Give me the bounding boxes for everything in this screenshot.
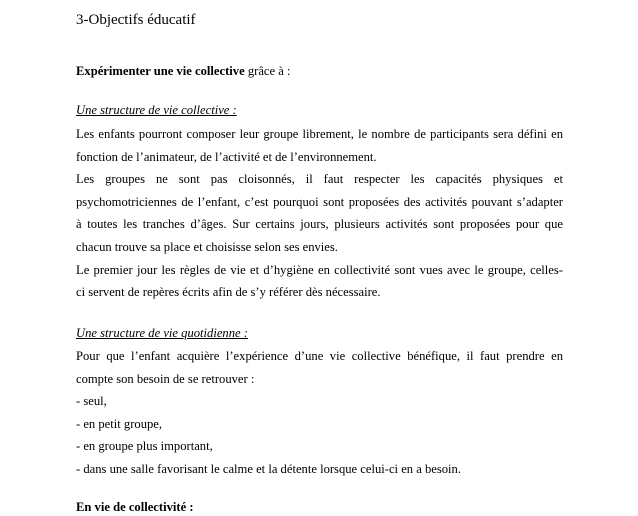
paragraph-line: ci servent de repères écrits afin de s’y référer dès nécessaire. (76, 285, 381, 300)
list-item: - dans une salle favorisant le calme et la détente lorsque celui-ci en a besoin. (76, 461, 462, 476)
list-item: - en petit groupe, (76, 416, 163, 431)
intro-bold-text: Expérimenter une vie collective (76, 64, 245, 78)
paragraph-line: compte son besoin de se retrouver : (76, 371, 255, 386)
paragraph-line: chacun trouve sa place et choisisse selon ses envies. (76, 239, 338, 254)
subsection-title-quotidienne: Une structure de vie quotidienne : (76, 326, 248, 340)
cut-off-heading: En vie de collectivité : (76, 500, 194, 514)
intro-rest-text: grâce à : (244, 64, 291, 78)
paragraph-line: fonction de l’animateur, de l’activité et de l’environnement. (76, 149, 377, 164)
list-item: - en groupe plus important, (76, 439, 213, 454)
paragraph-line: Les enfants pourront composer leur groupe librement, le nombre de participants sera défini en (76, 127, 563, 141)
paragraph-line: Le premier jour les règles de vie et d’hygiène en collectivité sont vues avec le groupe, celles- (76, 262, 563, 277)
subsection-title-collective: Une structure de vie collective : (76, 103, 237, 117)
paragraph-line: à toutes les tranches d’âges. Sur certains jours, plusieurs activités sont proposées pour que (76, 217, 563, 232)
paragraph-line: Pour que l’enfant acquière l’expérience d’une vie collective bénéfique, il faut prendre en (76, 349, 563, 363)
section-heading: 3-Objectifs éducatif (76, 12, 196, 28)
intro-line (76, 62, 290, 80)
paragraph-collective (76, 123, 563, 304)
list-item: - seul, (76, 394, 107, 409)
paragraph-line: Les groupes ne sont pas cloisonnés, il faut respecter les capacités physiques et (76, 172, 563, 187)
paragraph-quotidienne (76, 345, 563, 481)
paragraph-line: psychomotriciennes de l’enfant, c’est pourquoi sont proposées des activités pouvant s’adapter (76, 194, 563, 209)
